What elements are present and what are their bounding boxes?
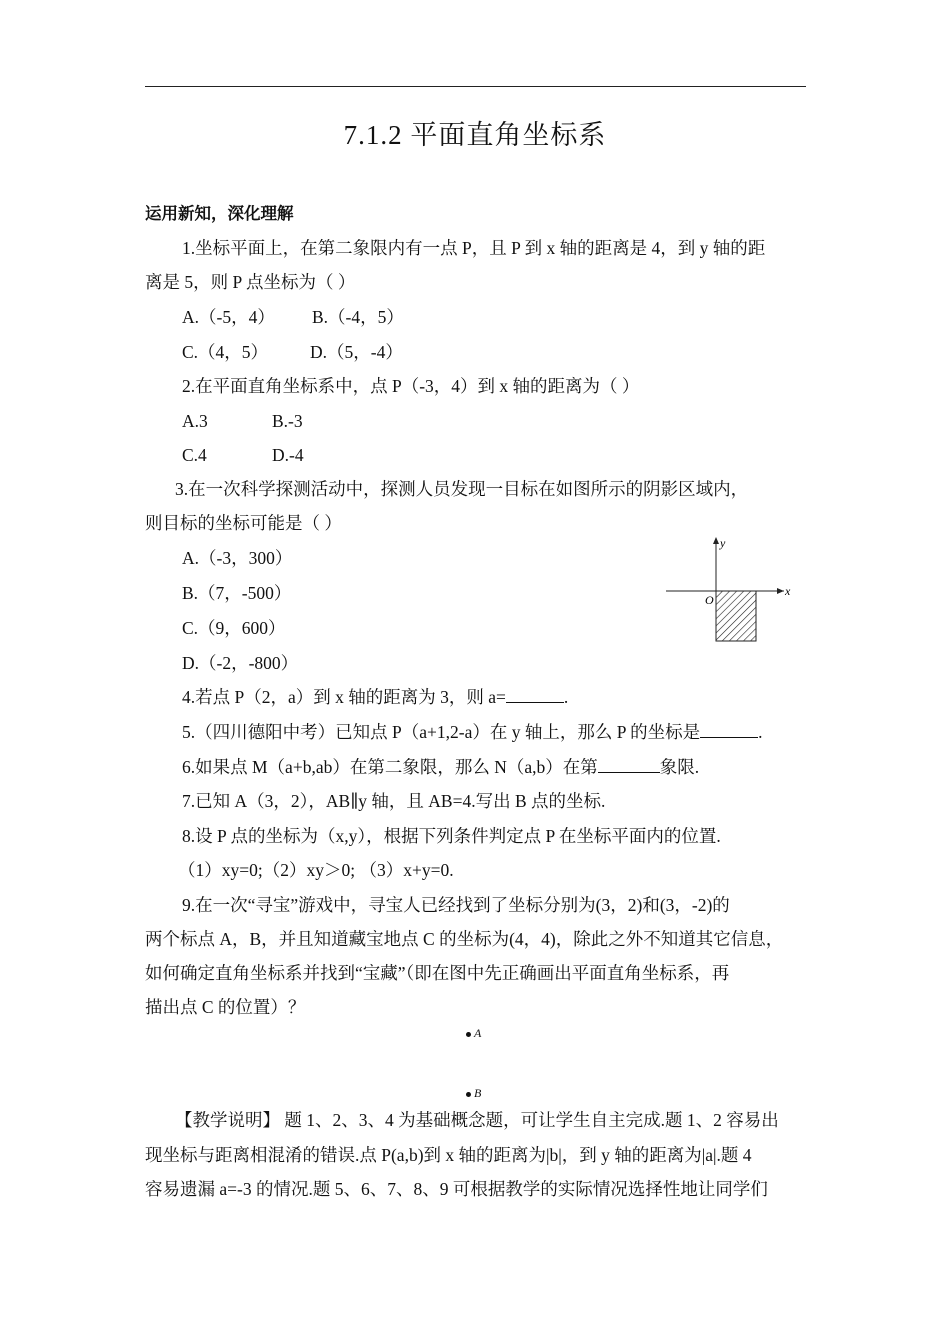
point-b-dot [466,1092,471,1097]
q9-line4: 描出点 C 的位置）？ [145,997,306,1017]
q5-line [182,720,763,744]
q2-line1: 2.在平面直角坐标系中，点 P（-3，4）到 x 轴的距离为（ ） [182,376,640,396]
note-line1: 【教学说明】 题 1、2、3、4 为基础概念题，可让学生自主完成.题 1、2 容易出 [175,1110,779,1130]
q1-option-c: C.（4，5） [182,342,269,362]
q4-end: . [563,687,569,707]
point-b [466,1086,481,1101]
q4-line [182,685,568,709]
q9-line2: 两个标点 A，B，并且知道藏宝地点 C 的坐标为(4，4)，除此之外不知道其它信息， [145,929,784,949]
q9-line1: 9.在一次“寻宝”游戏中，寻宝人已经找到了坐标分别为(3，2)和(3，-2)的 [182,895,730,915]
q3-option-a: A.（-3，300） [182,548,293,568]
y-axis-label: y [720,536,726,550]
q6-answer-blank[interactable] [598,756,660,773]
q9-line3: 如何确定直角坐标系并找到“宝藏”（即在图中先正确画出平面直角坐标系，再 [145,963,730,983]
q3-line2: 则目标的坐标可能是（ ） [145,513,342,533]
q1-option-b: B.（-4，5） [312,307,404,327]
section-heading: 运用新知，深化理解 [145,204,294,223]
q2-option-d: D.-4 [272,445,304,465]
q2-option-c: C.4 [182,445,207,465]
origin-label: O [705,593,714,607]
q1-option-a: A.（-5，4） [182,307,275,327]
y-axis-arrow [713,537,719,544]
shaded-region [716,591,756,641]
q6-end: 象限. [659,757,700,777]
q5-end: . [758,722,763,742]
q1-line2: 离是 5，则 P 点坐标为（ ） [145,272,356,292]
header-rule [145,86,806,87]
q4-text: 4.若点 P（2，a）到 x 轴的距离为 3，则 a= [182,687,506,707]
q2-option-a: A.3 [182,411,208,431]
page-title: 7.1.2 平面直角坐标系 [343,120,607,150]
note-line3: 容易遗漏 a=-3 的情况.题 5、6、7、8、9 可根据教学的实际情况选择性地让同学们 [145,1179,768,1199]
q5-text: 5.（四川德阳中考）已知点 P（a+1,2-a）在 y 轴上，那么 P 的坐标是 [182,722,701,742]
q3-coordinate-figure [660,533,795,645]
q3-option-b: B.（7，-500） [182,583,292,603]
note-line2: 现坐标与距离相混淆的错误.点 P(a,b)到 x 轴的距离为|b|，到 y 轴的距离为|a|.题 4 [145,1145,752,1165]
x-axis-arrow [777,588,784,594]
q8-line1: 8.设 P 点的坐标为（x,y），根据下列条件判定点 P 在坐标平面内的位置. [182,826,721,846]
q1-option-d: D.（5，-4） [310,342,403,362]
point-a-dot [466,1032,471,1037]
point-b-label: B [474,1086,482,1100]
q3-option-d: D.（-2，-800） [182,653,299,673]
q4-answer-blank[interactable] [506,686,564,703]
q6-line [182,755,699,779]
q3-line1: 3.在一次科学探测活动中，探测人员发现一目标在如图所示的阴影区域内， [175,479,749,499]
q5-answer-blank[interactable] [700,721,758,738]
point-a [466,1026,481,1041]
q6-text: 6.如果点 M（a+b,ab）在第二象限，那么 N（a,b）在第 [182,757,598,777]
x-axis-label: x [785,584,791,598]
q7-line: 7.已知 A（3，2），AB∥y 轴，且 AB=4.写出 B 点的坐标. [182,791,606,811]
q8-line2: （1）xy=0;（2）xy＞0; （3）x+y=0. [178,860,454,880]
point-a-label: A [474,1026,482,1040]
q1-line1: 1.坐标平面上，在第二象限内有一点 P，且 P 到 x 轴的距离是 4，到 y 轴的距 [182,238,766,258]
q3-option-c: C.（9，600） [182,618,286,638]
q2-option-b: B.-3 [272,411,303,431]
